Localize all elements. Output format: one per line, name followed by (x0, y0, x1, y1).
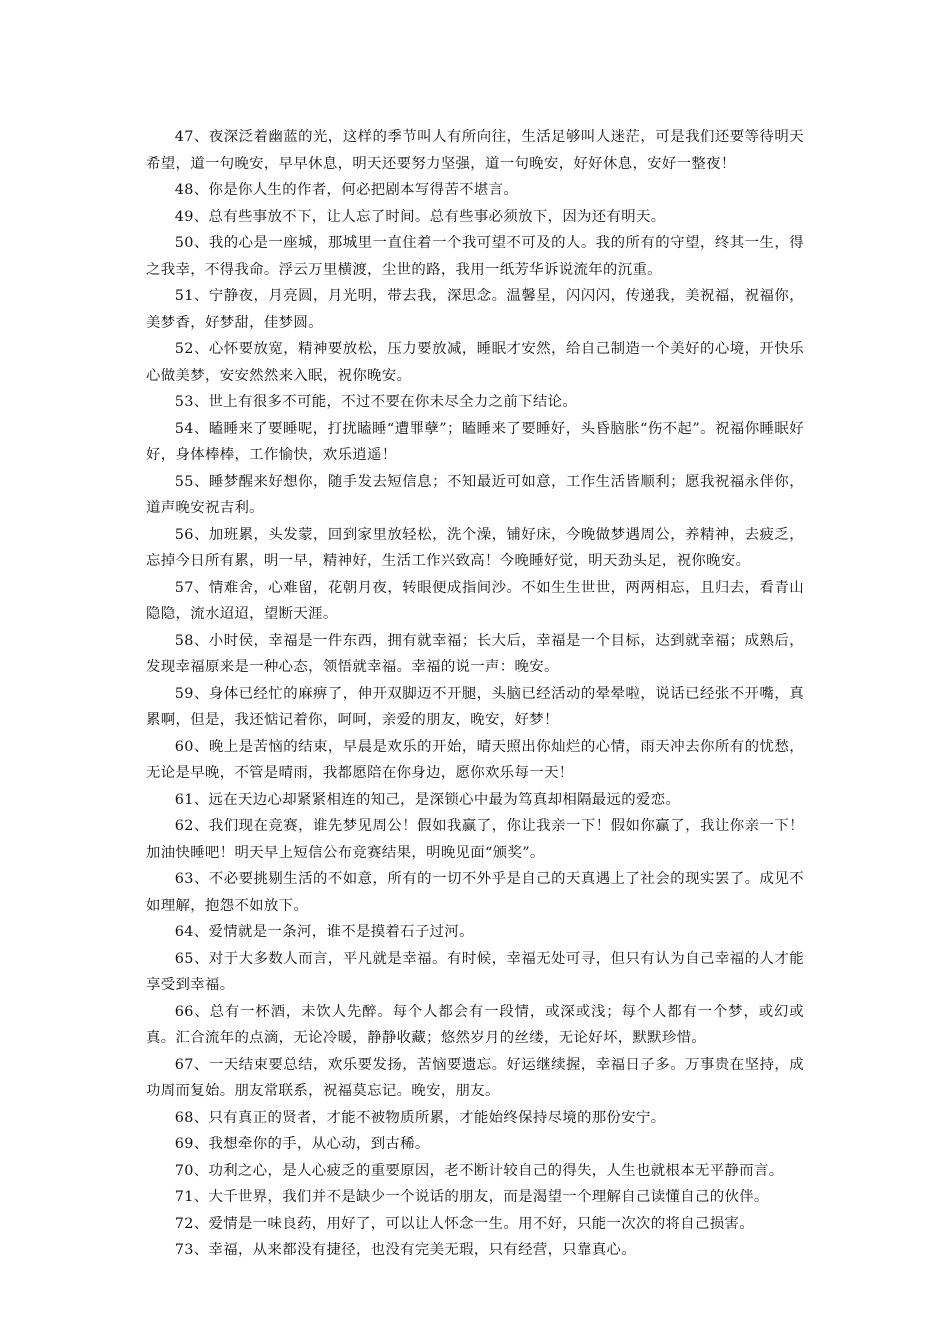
paragraph-71: 71、大千世界，我们并不是缺少一个说话的朋友，而是渴望一个理解自己读懂自己的伙伴。 (174, 1189, 769, 1205)
paragraph-72: 72、爱情是一味良药，用好了，可以让人怀念一生。用不好，只能一次次的将自己损害。 (174, 1215, 754, 1232)
paragraph-66: 66、总有一杯酒，未饮人先醉。每个人都会有一段情，或深或浅；每个人都有一个梦，或幻或真。汇合流年的点滴，无论冷暖，静静收藏；悠然岁月的丝缕，无论好坏，默默珍惜。 (146, 1003, 804, 1046)
paragraph-67: 67、一天结束要总结，欢乐要发扬，苦恼要遗忘。好运继续握，幸福日子多。万事贵在坚持，成功周而复始。朋友常联系，祝福莫忘记。晚安，朋友。 (146, 1056, 804, 1099)
paragraph-52: 52、心怀要放宽，精神要放松，压力要放减，睡眠才安然，给自己制造一个美好的心境，开快乐心做美梦，安安然然来入眠，祝你晚安。 (146, 341, 804, 384)
paragraph-53: 53、世上有很多不可能，不过不要在你未尽全力之前下结论。 (174, 394, 578, 410)
paragraph-59: 59、身体已经忙的麻痹了，伸开双脚迈不开腿，头脑已经活动的晕晕啦，说话已经张不开嘴，真累啊，但是，我还惦记着你，呵呵，亲爱的朋友，晚安，好梦！ (146, 685, 804, 728)
paragraph-70: 70、功利之心，是人心疲乏的重要原因，老不断计较自己的得失，人生也就根本无平静而言。 (174, 1162, 784, 1179)
paragraph-62: 62、我们现在竞赛，谁先梦见周公！假如我赢了，你让我亲一下！假如你赢了，我让你亲一下！加油快睡吧！明天早上短信公布竞赛结果，明晚见面“颁奖”。 (146, 818, 804, 861)
paragraph-64: 64、爱情就是一条河，谁不是摸着石子过河。 (174, 924, 474, 940)
paragraph-57: 57、情难舍，心难留，花朝月夜，转眼便成指间沙。不如生生世世，两两相忘，且归去，看青山隐隐，流水迢迢，望断天涯。 (146, 579, 804, 622)
paragraph-49: 49、总有些事放不下，让人忘了时间。总有些事必须放下，因为还有明天。 (174, 208, 666, 225)
paragraph-69: 69、我想牵你的手，从心动，到古稀。 (174, 1136, 430, 1152)
paragraph-63: 63、不必要挑剔生活的不如意，所有的一切不外乎是自己的天真遇上了社会的现实罢了。成见不如理解，抱怨不如放下。 (146, 871, 804, 914)
paragraph-50: 50、我的心是一座城，那城里一直住着一个我可望不可及的人。我的所有的守望，终其一生，得之我幸，不得我命。浮云万里横渡，尘世的路，我用一纸芳华诉说流年的沉重。 (146, 235, 804, 278)
paragraph-51: 51、宁静夜，月亮圆，月光明，带去我，深思念。温馨星，闪闪闪，传递我，美祝福，祝福你，美梦香，好梦甜，佳梦圆。 (146, 288, 804, 331)
paragraph-47: 47、夜深泛着幽蓝的光，这样的季节叫人有所向往，生活足够叫人迷茫，可是我们还要等待明天希望，道一句晚安，早早休息，明天还要努力坚强，道一句晚安，好好休息，安好一整夜！ (146, 129, 804, 172)
paragraph-54: 54、瞌睡来了要睡呢，打扰瞌睡“遭罪孽”；瞌睡来了要睡好，头昏脑胀“伤不起”。祝福你睡眠好好，身体棒棒，工作愉快，欢乐逍遥！ (146, 420, 804, 463)
document-body (146, 124, 804, 1264)
paragraph-56: 56、加班累，头发蒙，回到家里放轻松，洗个澡，铺好床，今晚做梦遇周公，养精神，去疲乏，忘掉今日所有累，明一早，精神好，生活工作兴致高！今晚睡好觉，明天劲头足，祝你晚安。 (146, 526, 804, 569)
paragraph-58: 58、小时侯，幸福是一件东西，拥有就幸福；长大后，幸福是一个目标，达到就幸福；成熟后，发现幸福原来是一种心态，领悟就幸福。幸福的说一声：晚安。 (146, 632, 804, 675)
paragraph-73: 73、幸福，从来都没有捷径，也没有完美无瑕，只有经营，只靠真心。 (174, 1242, 637, 1258)
paragraph-60: 60、晚上是苦恼的结束，早晨是欢乐的开始，晴天照出你灿烂的心情，雨天冲去你所有的忧愁，无论是早晚，不管是晴雨，我都愿陪在你身边，愿你欢乐每一天！ (146, 738, 804, 781)
paragraph-55: 55、睡梦醒来好想你，随手发去短信息；不知最近可如意，工作生活皆顺利；愿我祝福永伴你，道声晚安祝吉利。 (146, 473, 804, 516)
paragraph-61: 61、远在天边心却紧紧相连的知己，是深锁心中最为笃真却相隔最远的爱恋。 (174, 791, 681, 808)
paragraph-68: 68、只有真正的贤者，才能不被物质所累，才能始终保持尽境的那份安宁。 (174, 1109, 666, 1126)
paragraph-65: 65、对于大多数人而言，平凡就是幸福。有时候，幸福无处可寻，但只有认为自己幸福的人才能享受到幸福。 (146, 950, 804, 993)
paragraph-48: 48、你是你人生的作者，何必把剧本写得苦不堪言。 (174, 182, 519, 198)
